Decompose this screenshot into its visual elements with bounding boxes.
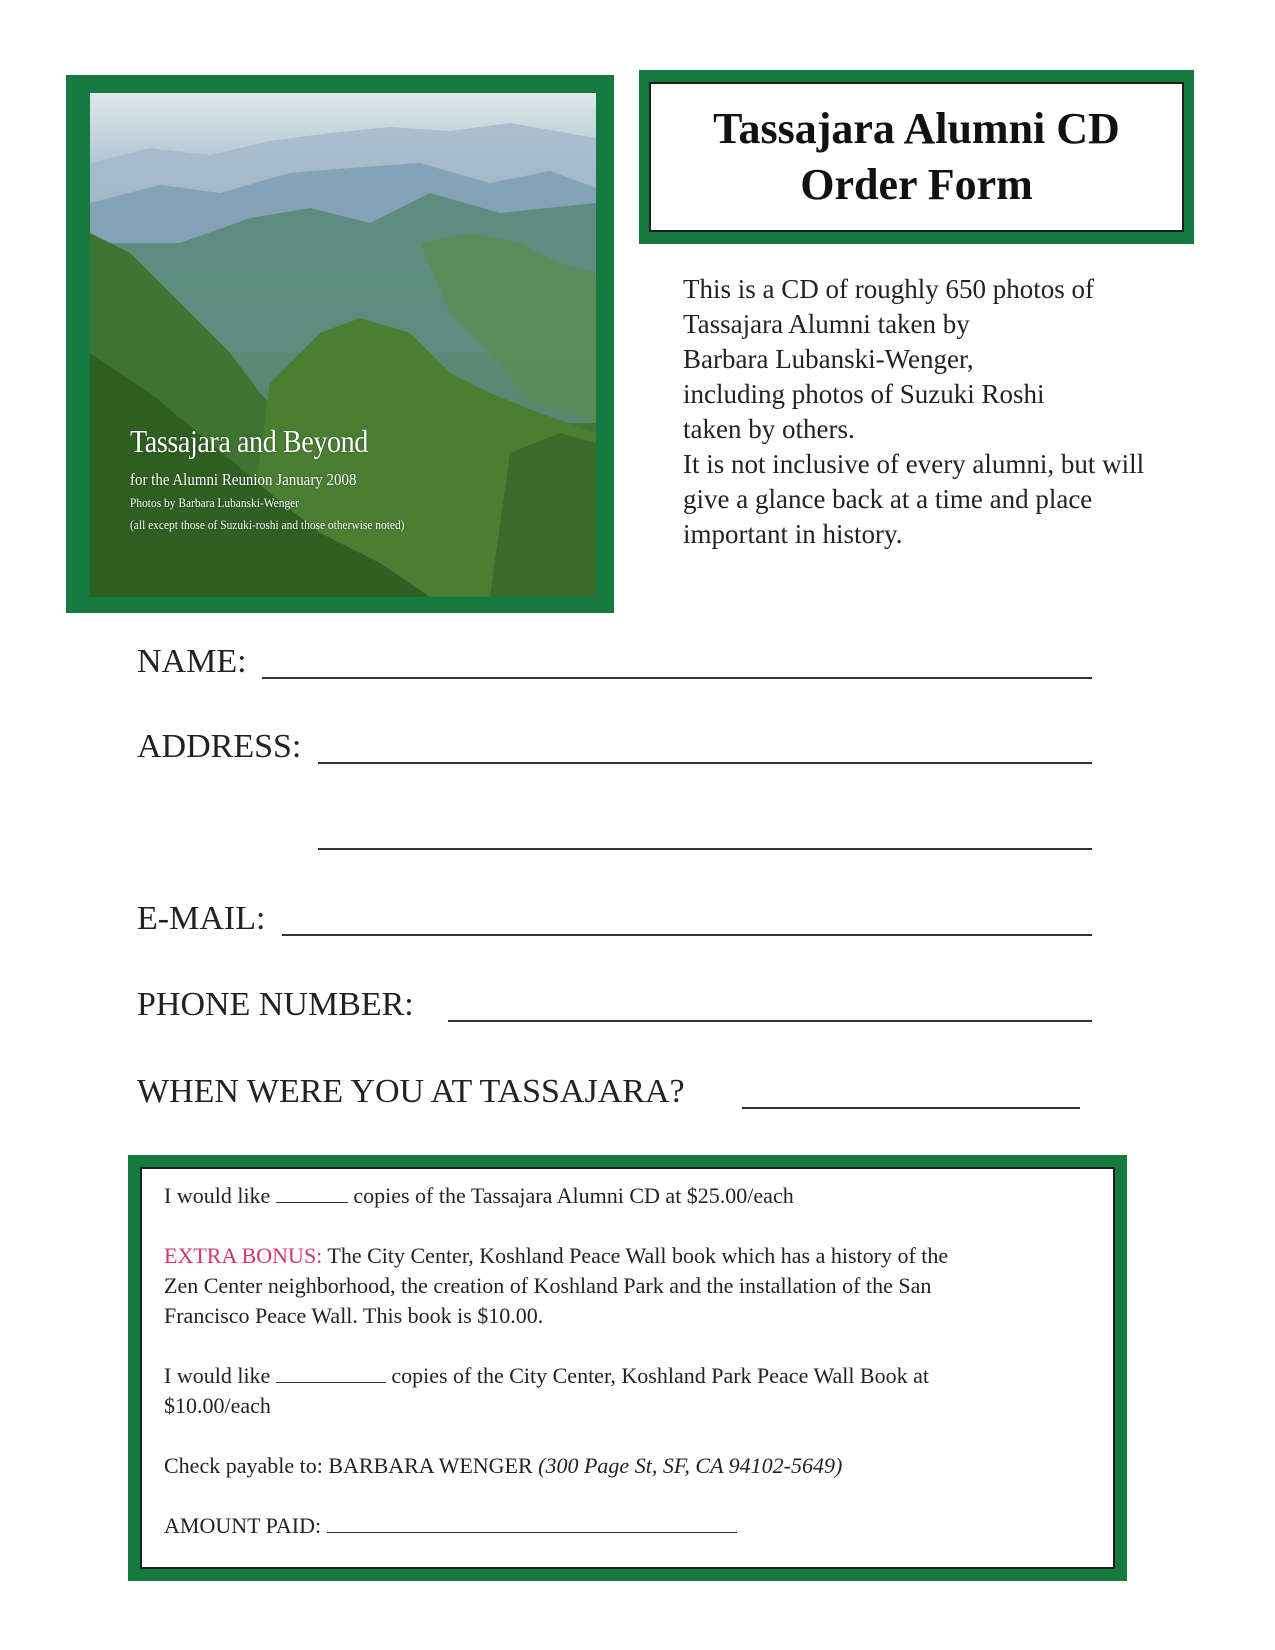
- intro-line: Barbara Lubanski-Wenger,: [683, 344, 974, 374]
- name-label: NAME:: [137, 643, 247, 680]
- book-order-line: [164, 1361, 929, 1391]
- intro-line: It is not inclusive of every alumni, but will: [683, 449, 1145, 479]
- intro-line: This is a CD of roughly 650 photos of: [683, 274, 1094, 304]
- intro-paragraph: [683, 272, 1203, 552]
- email-label: E-MAIL:: [137, 900, 266, 937]
- intro-line: Tassajara Alumni taken by: [683, 309, 970, 339]
- page-title-line-2: Order Form: [800, 160, 1033, 209]
- cover-photo-frame: [66, 75, 614, 613]
- amount-paid-label: AMOUNT PAID:: [164, 1513, 322, 1538]
- when-label: WHEN WERE YOU AT TASSAJARA?: [137, 1073, 685, 1110]
- amount-paid-field[interactable]: [327, 1514, 737, 1533]
- cd-order-line: [164, 1181, 794, 1211]
- bonus-line-3: Francisco Peace Wall. This book is $10.00.: [164, 1303, 544, 1328]
- intro-line: taken by others.: [683, 414, 855, 444]
- intro-line: important in history.: [683, 519, 903, 549]
- cd-order-suffix: copies of the Tassajara Alumni CD at $25.00/each: [353, 1183, 794, 1208]
- address-field-line-2[interactable]: [318, 848, 1092, 850]
- title-frame: [639, 70, 1194, 244]
- cover-subtitle: for the Alumni Reunion January 2008: [130, 470, 357, 489]
- check-payable-label: Check payable to: BARBARA WENGER: [164, 1453, 533, 1478]
- cd-quantity-field[interactable]: [276, 1184, 348, 1203]
- intro-line: give a glance back at a time and place: [683, 484, 1093, 514]
- check-payable-line: [164, 1451, 842, 1481]
- bonus-line-2: Zen Center neighborhood, the creation of Koshland Park and the installation of the San: [164, 1273, 932, 1298]
- bonus-line-1: [164, 1241, 948, 1271]
- intro-line: including photos of Suzuki Roshi: [683, 379, 1045, 409]
- cd-order-prefix: I would like: [164, 1183, 271, 1208]
- bonus-text-1: The City Center, Koshland Peace Wall book which has a history of the: [327, 1243, 949, 1268]
- name-field[interactable]: [262, 677, 1092, 679]
- book-order-suffix: copies of the City Center, Koshland Park Peace Wall Book at: [391, 1363, 929, 1388]
- address-label: ADDRESS:: [137, 728, 302, 765]
- email-field[interactable]: [282, 934, 1092, 936]
- amount-paid-line: [164, 1511, 737, 1541]
- cover-credit: Photos by Barbara Lubanski-Wenger: [130, 495, 300, 510]
- phone-field[interactable]: [448, 1020, 1092, 1022]
- cover-title: Tassajara and Beyond: [130, 423, 368, 459]
- check-payable-address: (300 Page St, SF, CA 94102-5649): [538, 1453, 843, 1478]
- page-title-line-1: Tassajara Alumni CD: [713, 104, 1120, 153]
- book-quantity-field[interactable]: [276, 1364, 386, 1383]
- title-box: [649, 82, 1184, 232]
- order-frame: [128, 1155, 1127, 1581]
- cover-photo: [90, 93, 596, 597]
- book-order-prefix: I would like: [164, 1363, 271, 1388]
- extra-bonus-tag: EXTRA BONUS:: [164, 1243, 323, 1268]
- book-price-line: $10.00/each: [164, 1393, 271, 1418]
- phone-label: PHONE NUMBER:: [137, 986, 414, 1023]
- when-field[interactable]: [742, 1107, 1080, 1109]
- address-field[interactable]: [318, 762, 1092, 764]
- order-box: [140, 1167, 1115, 1569]
- cover-note: (all except those of Suzuki-roshi and those otherwise noted): [130, 517, 405, 532]
